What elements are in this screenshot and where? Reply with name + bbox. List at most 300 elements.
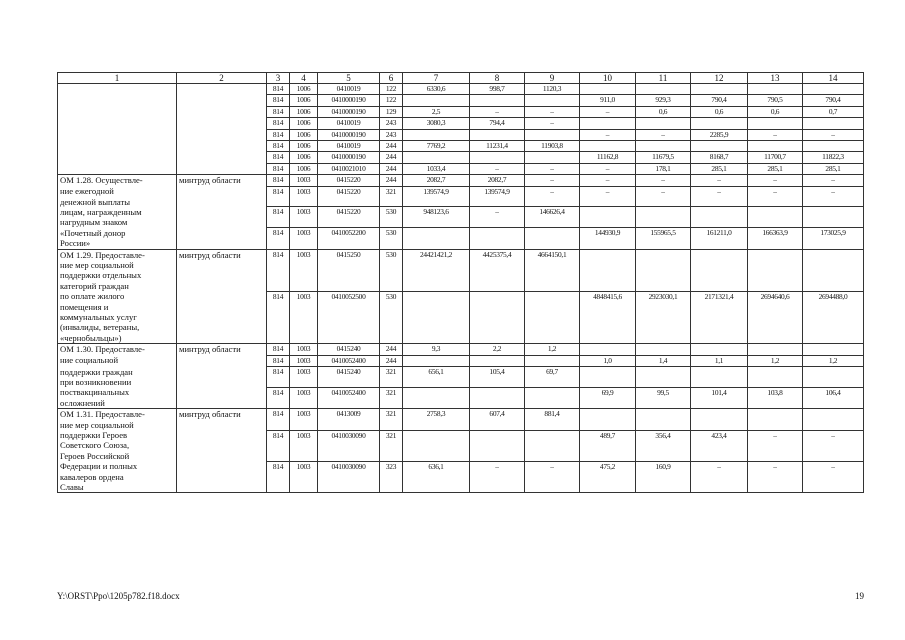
value-cell: 321: [380, 387, 403, 408]
value-cell: 423,4: [691, 430, 748, 461]
value-cell: –: [470, 207, 525, 228]
value-cell: –: [525, 163, 580, 174]
value-cell: [691, 118, 748, 129]
value-cell: 146626,4: [525, 207, 580, 228]
value-cell: [525, 95, 580, 106]
header-cell: 12: [691, 73, 748, 84]
value-cell: 1033,4: [403, 163, 470, 174]
program-name-line: нагрудным знаком: [60, 217, 128, 228]
value-cell: 106,4: [803, 387, 864, 408]
value-cell: [580, 249, 636, 291]
value-cell: [525, 129, 580, 140]
responsible-cell: [177, 387, 267, 408]
table-row: [58, 344, 864, 355]
value-cell: [403, 95, 470, 106]
value-cell: [803, 84, 864, 95]
value-cell: 0410052400: [318, 355, 380, 366]
value-cell: 2758,3: [403, 409, 470, 430]
value-cell: [636, 207, 691, 228]
value-cell: 2923030,1: [636, 291, 691, 344]
responsible-cell: [177, 163, 267, 174]
responsible-cell: [177, 228, 267, 249]
responsible-cell: [177, 367, 267, 388]
value-cell: 244: [380, 163, 403, 174]
value-cell: [636, 409, 691, 430]
program-name-line: кавалеров ордена: [60, 471, 124, 482]
table-row: [58, 84, 864, 95]
value-cell: [525, 355, 580, 366]
value-cell: 101,4: [691, 387, 748, 408]
value-cell: 814: [267, 118, 290, 129]
program-name-cell: [58, 186, 177, 207]
value-cell: 0,6: [636, 106, 691, 117]
value-cell: 1,2: [525, 344, 580, 355]
header-cell: 4: [290, 73, 318, 84]
value-cell: 814: [267, 344, 290, 355]
value-cell: 244: [380, 344, 403, 355]
value-cell: [580, 367, 636, 388]
value-cell: [525, 152, 580, 163]
responsible-cell: [177, 461, 267, 493]
value-cell: 129: [380, 106, 403, 117]
value-cell: 24421421,2: [403, 249, 470, 291]
value-cell: 178,1: [636, 163, 691, 174]
value-cell: [470, 355, 525, 366]
value-cell: –: [748, 175, 803, 186]
header-cell: 8: [470, 73, 525, 84]
value-cell: [803, 141, 864, 152]
value-cell: [525, 430, 580, 461]
value-cell: 814: [267, 291, 290, 344]
table-row: [58, 461, 864, 493]
program-name-line: ние ежегодной: [60, 186, 114, 197]
value-cell: 4848415,6: [580, 291, 636, 344]
value-cell: 105,4: [470, 367, 525, 388]
value-cell: –: [636, 129, 691, 140]
value-cell: [748, 409, 803, 430]
value-cell: 321: [380, 186, 403, 207]
value-cell: 1,0: [580, 355, 636, 366]
program-name-cell: [58, 152, 177, 163]
value-cell: [691, 367, 748, 388]
value-cell: [636, 84, 691, 95]
value-cell: –: [580, 186, 636, 207]
value-cell: –: [470, 163, 525, 174]
value-cell: 1003: [290, 409, 318, 430]
program-name-cell: [58, 387, 177, 408]
value-cell: 814: [267, 461, 290, 493]
value-cell: –: [803, 186, 864, 207]
responsible-text: минтруд области: [179, 344, 241, 355]
responsible-cell: [177, 186, 267, 207]
value-cell: 0415240: [318, 344, 380, 355]
value-cell: –: [748, 430, 803, 461]
program-name-line: ние мер социальной: [60, 419, 134, 430]
program-name-line: Советского Союза,: [60, 440, 130, 451]
value-cell: 6330,6: [403, 84, 470, 95]
table-row: [58, 106, 864, 117]
value-cell: [580, 409, 636, 430]
responsible-cell: [177, 291, 267, 344]
value-cell: 11679,5: [636, 152, 691, 163]
value-cell: –: [580, 175, 636, 186]
value-cell: [525, 228, 580, 249]
value-cell: 1003: [290, 175, 318, 186]
value-cell: 0415220: [318, 207, 380, 228]
value-cell: 0410000190: [318, 129, 380, 140]
value-cell: 1003: [290, 186, 318, 207]
value-cell: 0410000190: [318, 106, 380, 117]
value-cell: 607,4: [470, 409, 525, 430]
value-cell: 0415250: [318, 249, 380, 291]
value-cell: –: [525, 461, 580, 493]
value-cell: [691, 141, 748, 152]
value-cell: 530: [380, 228, 403, 249]
program-name-cell: [58, 84, 177, 95]
value-cell: 814: [267, 152, 290, 163]
value-cell: 139574,9: [470, 186, 525, 207]
value-cell: [691, 344, 748, 355]
value-cell: [580, 207, 636, 228]
value-cell: 1003: [290, 430, 318, 461]
value-cell: 1006: [290, 106, 318, 117]
value-cell: 244: [380, 175, 403, 186]
value-cell: [525, 387, 580, 408]
value-cell: 948123,6: [403, 207, 470, 228]
value-cell: 1006: [290, 141, 318, 152]
value-cell: 790,5: [748, 95, 803, 106]
value-cell: [691, 84, 748, 95]
value-cell: 0410052200: [318, 228, 380, 249]
value-cell: –: [803, 129, 864, 140]
program-name-cell: [58, 409, 177, 430]
value-cell: [636, 141, 691, 152]
value-cell: 1003: [290, 249, 318, 291]
header-cell: 2: [177, 73, 267, 84]
program-name-cell: [58, 106, 177, 117]
value-cell: [470, 129, 525, 140]
responsible-cell: [177, 175, 267, 186]
value-cell: 814: [267, 163, 290, 174]
value-cell: 0,6: [748, 106, 803, 117]
value-cell: –: [748, 186, 803, 207]
value-cell: 2082,7: [403, 175, 470, 186]
value-cell: 11162,8: [580, 152, 636, 163]
value-cell: [403, 355, 470, 366]
program-name-line: ОМ 1.29. Предоставле-: [60, 249, 145, 260]
program-name-line: России»: [60, 238, 91, 249]
value-cell: 321: [380, 430, 403, 461]
value-cell: 1006: [290, 84, 318, 95]
responsible-cell: [177, 106, 267, 117]
responsible-cell: [177, 344, 267, 355]
value-cell: 285,1: [748, 163, 803, 174]
value-cell: 814: [267, 175, 290, 186]
program-name-cell: [58, 129, 177, 140]
value-cell: –: [525, 186, 580, 207]
value-cell: 1,1: [691, 355, 748, 366]
value-cell: 2082,7: [470, 175, 525, 186]
responsible-cell: [177, 95, 267, 106]
table-row: [58, 129, 864, 140]
value-cell: 1006: [290, 129, 318, 140]
program-name-line: осложнений: [60, 397, 105, 408]
value-cell: 1,4: [636, 355, 691, 366]
table-row: [58, 409, 864, 430]
value-cell: [525, 291, 580, 344]
value-cell: –: [580, 163, 636, 174]
value-cell: [748, 118, 803, 129]
header-cell: 7: [403, 73, 470, 84]
header-cell: 6: [380, 73, 403, 84]
value-cell: [470, 152, 525, 163]
value-cell: –: [691, 186, 748, 207]
value-cell: [403, 430, 470, 461]
value-cell: 1120,3: [525, 84, 580, 95]
data-table: [57, 72, 864, 493]
value-cell: 9,3: [403, 344, 470, 355]
value-cell: 122: [380, 95, 403, 106]
table-row: [58, 367, 864, 388]
responsible-cell: [177, 207, 267, 228]
value-cell: 814: [267, 249, 290, 291]
value-cell: 814: [267, 95, 290, 106]
responsible-cell: [177, 430, 267, 461]
table-row: [58, 355, 864, 366]
value-cell: –: [525, 106, 580, 117]
value-cell: 243: [380, 118, 403, 129]
value-cell: –: [803, 430, 864, 461]
value-cell: 911,0: [580, 95, 636, 106]
value-cell: [803, 207, 864, 228]
responsible-cell: [177, 409, 267, 430]
program-name-line: категорий граждан: [60, 280, 129, 291]
program-name-line: поствакцинальных: [60, 387, 130, 398]
value-cell: 244: [380, 152, 403, 163]
value-cell: 1003: [290, 228, 318, 249]
value-cell: 0415220: [318, 186, 380, 207]
header-cell: 9: [525, 73, 580, 84]
value-cell: 475,2: [580, 461, 636, 493]
program-name-cell: [58, 163, 177, 174]
responsible-text: минтруд области: [179, 175, 241, 186]
program-name-line: «Почетный донор: [60, 227, 126, 238]
value-cell: –: [803, 175, 864, 186]
value-cell: 69,9: [580, 387, 636, 408]
value-cell: –: [525, 175, 580, 186]
value-cell: –: [636, 175, 691, 186]
value-cell: 11822,3: [803, 152, 864, 163]
value-cell: [636, 344, 691, 355]
value-cell: 1003: [290, 291, 318, 344]
value-cell: 356,4: [636, 430, 691, 461]
responsible-cell: [177, 118, 267, 129]
value-cell: [691, 249, 748, 291]
value-cell: 0,6: [691, 106, 748, 117]
value-cell: 814: [267, 409, 290, 430]
value-cell: 0410019: [318, 141, 380, 152]
value-cell: 0410030090: [318, 461, 380, 493]
program-name-line: «чернобыльцы»): [60, 332, 122, 343]
value-cell: 1003: [290, 355, 318, 366]
value-cell: 1003: [290, 387, 318, 408]
value-cell: [470, 291, 525, 344]
value-cell: 1003: [290, 344, 318, 355]
program-name-line: поддержки отдельных: [60, 270, 142, 281]
table-row: [58, 175, 864, 186]
value-cell: [636, 249, 691, 291]
table-row: [58, 152, 864, 163]
value-cell: 173025,9: [803, 228, 864, 249]
program-name-line: коммунальных услуг: [60, 312, 137, 323]
program-name-line: при возникновении: [60, 376, 132, 387]
value-cell: 103,8: [748, 387, 803, 408]
program-name-line: ние мер социальной: [60, 260, 134, 270]
value-cell: 1,2: [748, 355, 803, 366]
value-cell: 244: [380, 355, 403, 366]
value-cell: –: [636, 186, 691, 207]
value-cell: 144930,9: [580, 228, 636, 249]
responsible-cell: [177, 355, 267, 366]
value-cell: 0410052400: [318, 387, 380, 408]
value-cell: [748, 344, 803, 355]
value-cell: 636,1: [403, 461, 470, 493]
value-cell: 814: [267, 387, 290, 408]
value-cell: 814: [267, 207, 290, 228]
value-cell: 11231,4: [470, 141, 525, 152]
value-cell: 1,2: [803, 355, 864, 366]
value-cell: 2694488,0: [803, 291, 864, 344]
table-row: [58, 249, 864, 291]
value-cell: –: [803, 461, 864, 493]
value-cell: 166363,9: [748, 228, 803, 249]
value-cell: 0410000190: [318, 95, 380, 106]
value-cell: 530: [380, 291, 403, 344]
value-cell: 814: [267, 106, 290, 117]
program-name-line: Героев Российской: [60, 450, 130, 461]
program-name-cell: [58, 141, 177, 152]
program-name-cell: [58, 249, 177, 291]
program-name-cell: [58, 461, 177, 493]
value-cell: 1006: [290, 118, 318, 129]
value-cell: 1003: [290, 207, 318, 228]
value-cell: 11700,7: [748, 152, 803, 163]
responsible-cell: [177, 84, 267, 95]
value-cell: 2285,9: [691, 129, 748, 140]
value-cell: 2,5: [403, 106, 470, 117]
program-name-line: поддержки Героев: [60, 430, 128, 440]
value-cell: 814: [267, 228, 290, 249]
value-cell: 244: [380, 141, 403, 152]
value-cell: 814: [267, 355, 290, 366]
program-name-line: ние социальной: [60, 355, 119, 366]
value-cell: 814: [267, 129, 290, 140]
value-cell: 1003: [290, 461, 318, 493]
value-cell: 3080,3: [403, 118, 470, 129]
value-cell: 0415220: [318, 175, 380, 186]
value-cell: –: [691, 175, 748, 186]
program-name-cell: [58, 291, 177, 344]
value-cell: 285,1: [803, 163, 864, 174]
footer-file-path: Y:\ORST\Ppo\1205p782.f18.docx: [57, 591, 180, 601]
program-name-cell: [58, 228, 177, 249]
value-cell: 0410000190: [318, 152, 380, 163]
value-cell: 323: [380, 461, 403, 493]
value-cell: 794,4: [470, 118, 525, 129]
program-name-line: ОМ 1.28. Осуществле-: [60, 175, 143, 186]
value-cell: [403, 129, 470, 140]
value-cell: [748, 207, 803, 228]
value-cell: [803, 409, 864, 430]
value-cell: 321: [380, 409, 403, 430]
responsible-text: минтруд области: [179, 409, 241, 420]
responsible-text: минтруд области: [179, 249, 241, 260]
responsible-cell: [177, 129, 267, 140]
value-cell: –: [580, 106, 636, 117]
header-cell: 11: [636, 73, 691, 84]
program-name-cell: [58, 355, 177, 366]
program-name-line: поддержки граждан: [60, 366, 133, 377]
program-name-line: денежной выплаты: [60, 196, 131, 207]
value-cell: [580, 344, 636, 355]
value-cell: [580, 118, 636, 129]
value-cell: 7769,2: [403, 141, 470, 152]
value-cell: –: [580, 129, 636, 140]
value-cell: 1003: [290, 367, 318, 388]
value-cell: 161211,0: [691, 228, 748, 249]
responsible-cell: [177, 152, 267, 163]
value-cell: [580, 141, 636, 152]
value-cell: 0415240: [318, 367, 380, 388]
value-cell: 0410019: [318, 84, 380, 95]
program-name-line: Славы: [60, 482, 84, 493]
value-cell: 814: [267, 367, 290, 388]
program-name-line: (инвалиды, ветераны,: [60, 322, 140, 333]
header-cell: 13: [748, 73, 803, 84]
value-cell: 0,7: [803, 106, 864, 117]
value-cell: 2694640,6: [748, 291, 803, 344]
value-cell: 160,9: [636, 461, 691, 493]
header-cell: 3: [267, 73, 290, 84]
value-cell: [748, 249, 803, 291]
value-cell: 243: [380, 129, 403, 140]
value-cell: [403, 228, 470, 249]
header-cell: 10: [580, 73, 636, 84]
value-cell: 530: [380, 207, 403, 228]
value-cell: [403, 152, 470, 163]
value-cell: –: [691, 461, 748, 493]
value-cell: 1006: [290, 152, 318, 163]
table-row: [58, 387, 864, 408]
value-cell: [403, 387, 470, 408]
value-cell: 0413009: [318, 409, 380, 430]
value-cell: [803, 118, 864, 129]
program-name-cell: [58, 175, 177, 186]
value-cell: 790,4: [691, 95, 748, 106]
header-cell: 14: [803, 73, 864, 84]
value-cell: 929,3: [636, 95, 691, 106]
value-cell: 814: [267, 84, 290, 95]
program-name-cell: [58, 430, 177, 461]
value-cell: 69,7: [525, 367, 580, 388]
value-cell: 8168,7: [691, 152, 748, 163]
value-cell: 285,1: [691, 163, 748, 174]
value-cell: 0410052500: [318, 291, 380, 344]
value-cell: 881,4: [525, 409, 580, 430]
value-cell: 489,7: [580, 430, 636, 461]
value-cell: 99,5: [636, 387, 691, 408]
value-cell: –: [525, 118, 580, 129]
